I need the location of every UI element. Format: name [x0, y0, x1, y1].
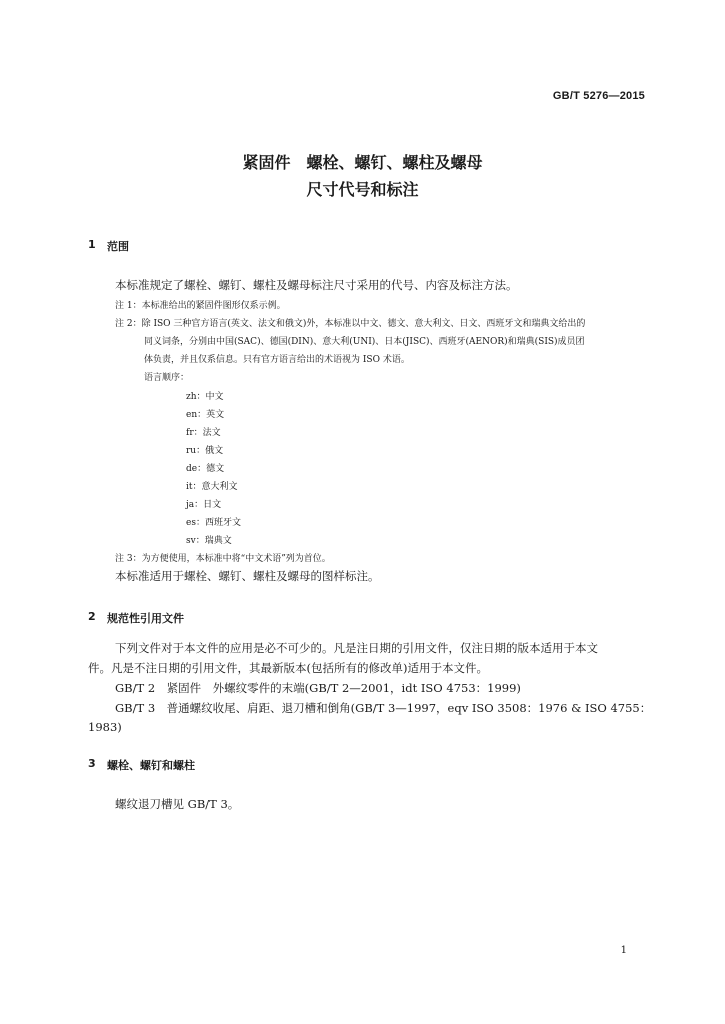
section1-number: 1 [88, 238, 96, 251]
note1: 注 1：本标准给出的紧固件图形仅系示例。 [115, 301, 286, 311]
reference-gbt2: GB/T 2 紧固件 外螺纹零件的末端(GB/T 2—2001，idt ISO 4753：1999) [115, 681, 521, 695]
language-item: es：西班牙文 [186, 518, 241, 528]
document-title-line2: 尺寸代号和标注 [306, 180, 419, 199]
note2-line3: 体负责，并且仅系信息。只有官方语言给出的术语视为 ISO 术语。 [144, 355, 410, 365]
section3-number: 3 [88, 757, 96, 770]
note2-line1: 注 2：除 ISO 三种官方语言(英文、法文和俄文)外，本标准以中文、德文、意大利文、日文、西班牙文和瑞典文给出的 [115, 319, 586, 329]
language-item: en：英文 [186, 410, 225, 420]
language-order-title: 语言顺序： [144, 373, 190, 383]
language-item: sv：瑞典文 [186, 536, 232, 546]
section3-heading: 螺栓、螺钉和螺柱 [107, 759, 195, 772]
section2-number: 2 [88, 610, 96, 623]
section3-paragraph: 螺纹退刀槽见 GB/T 3。 [115, 797, 240, 811]
language-item: ja：日文 [186, 500, 222, 510]
language-item: ru：俄文 [186, 446, 224, 456]
language-item: fr：法文 [186, 428, 221, 438]
section2-heading: 规范性引用文件 [107, 612, 184, 625]
section1-paragraph2: 本标准适用于螺栓、螺钉、螺柱及螺母的图样标注。 [115, 569, 380, 583]
note2-line2: 同义词条，分别由中国(SAC)、德国(DIN)、意大利(UNI)、日本(JISC)、西班牙(AENOR)和瑞典(SIS)成员团 [144, 337, 585, 347]
language-item: de：德文 [186, 464, 225, 474]
note3: 注 3：为方便使用，本标准中将“中文术语”列为首位。 [115, 554, 331, 564]
document-title-line1: 紧固件 螺栓、螺钉、螺柱及螺母 [242, 153, 483, 172]
section2-paragraph-line2: 件。凡是不注日期的引用文件，其最新版本(包括所有的修改单)适用于本文件。 [88, 661, 488, 675]
page-number: 1 [620, 945, 627, 956]
section1-heading: 范围 [107, 240, 129, 253]
standard-number: GB/T 5276—2015 [552, 90, 645, 102]
section1-paragraph1: 本标准规定了螺栓、螺钉、螺柱及螺母标注尺寸采用的代号、内容及标注方法。 [115, 278, 518, 292]
language-item: zh：中文 [186, 392, 224, 402]
language-item: it：意大利文 [186, 482, 238, 492]
reference-gbt3-line1: GB/T 3 普通螺纹收尾、肩距、退刀槽和倒角(GB/T 3—1997，eqv ISO 3508：1976 & ISO 4755： [115, 701, 652, 715]
reference-gbt3-line2: 1983) [88, 720, 122, 734]
section2-paragraph-line1: 下列文件对于本文件的应用是必不可少的。凡是注日期的引用文件，仅注日期的版本适用于本文 [115, 641, 598, 655]
